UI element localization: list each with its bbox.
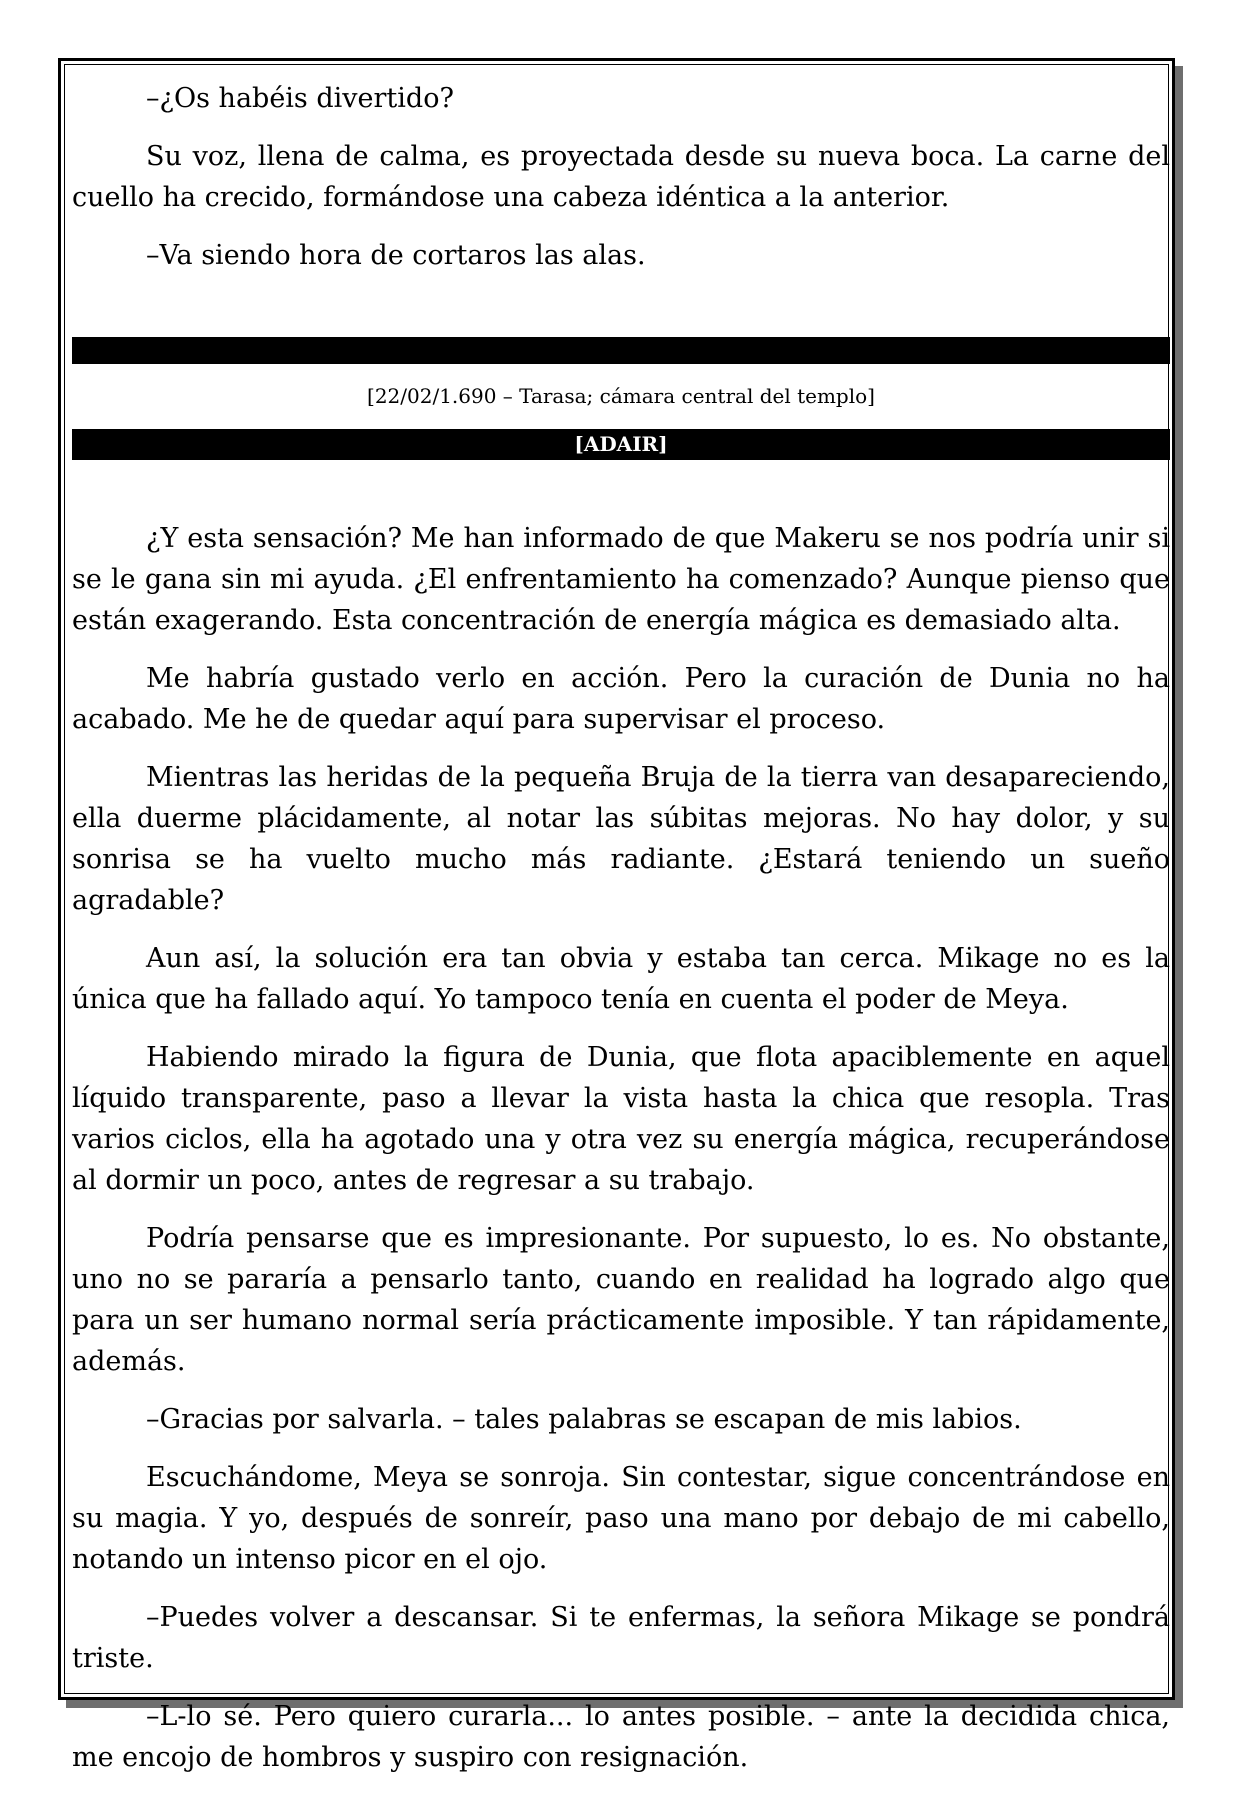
paragraph: ¿Y esta sensación? Me han informado de que Makeru se nos podría unir si se le gana sin mi ayuda. ¿El enfrentamiento ha comenzado? Aunque pienso que están exagerando. Esta concentración de energía mágica es demasiado alta.: [72, 523, 1170, 636]
paragraph: –Va siendo hora de cortaros las alas.: [146, 240, 646, 271]
paragraph: Habiendo mirado la figura de Dunia, que flota apaciblemente en aquel líquido transparente, paso a llevar la vista hasta la chica que resopla. Tras varios ciclos, ella ha agotado una y otra vez su energía mágica, recuperándose al dormir un poco, antes de regresar a su trabajo.: [72, 1042, 1170, 1196]
paragraph: –Gracias por salvarla. – tales palabras se escapan de mis labios.: [146, 1404, 1022, 1435]
paragraph: Aun así, la solución era tan obvia y estaba tan cerca. Mikage no es la única que ha fallado aquí. Yo tampoco tenía en cuenta el poder de Meya.: [72, 943, 1170, 1015]
paragraph: Escuchándome, Meya se sonroja. Sin contestar, sigue concentrándose en su magia. Y yo, después de sonreír, paso una mano por debajo de mi cabello, notando un intenso picor en el ojo.: [72, 1462, 1170, 1575]
scene-divider-bar: [72, 337, 1170, 364]
paragraph: –¿Os habéis divertido?: [146, 83, 454, 114]
pov-character-bar: [ADAIR]: [72, 429, 1170, 460]
section-one: [72, 72, 1170, 293]
paragraph: Podría pensarse que es impresionante. Por supuesto, lo es. No obstante, uno no se pararía a pensarlo tanto, cuando en realidad ha logrado algo que para un ser humano normal sería prácticamente imposible. Y tan rápidamente, además.: [72, 1223, 1170, 1377]
section-two: [72, 518, 1170, 1795]
paragraph: –Puedes volver a descansar. Si te enfermas, la señora Mikage se pondrá triste.: [72, 1602, 1170, 1674]
paragraph: Su voz, llena de calma, es proyectada desde su nueva boca. La carne del cuello ha crecido, formándose una cabeza idéntica a la anterior.: [72, 141, 1170, 213]
paragraph: Me habría gustado verlo en acción. Pero la curación de Dunia no ha acabado. Me he de quedar aquí para supervisar el proceso.: [72, 663, 1170, 735]
paragraph: –L-lo sé. Pero quiero curarla... lo antes posible. – ante la decidida chica, me encojo de hombros y suspiro con resignación.: [72, 1701, 1170, 1773]
paragraph: Mientras las heridas de la pequeña Bruja de la tierra van desapareciendo, ella duerme plácidamente, al notar las súbitas mejoras. No hay dolor, y su sonrisa se ha vuelto mucho más radiante. ¿Estará teniendo un sueño agradable?: [72, 762, 1170, 916]
scene-date-location: [22/02/1.690 – Tarasa; cámara central del templo]: [367, 384, 875, 408]
